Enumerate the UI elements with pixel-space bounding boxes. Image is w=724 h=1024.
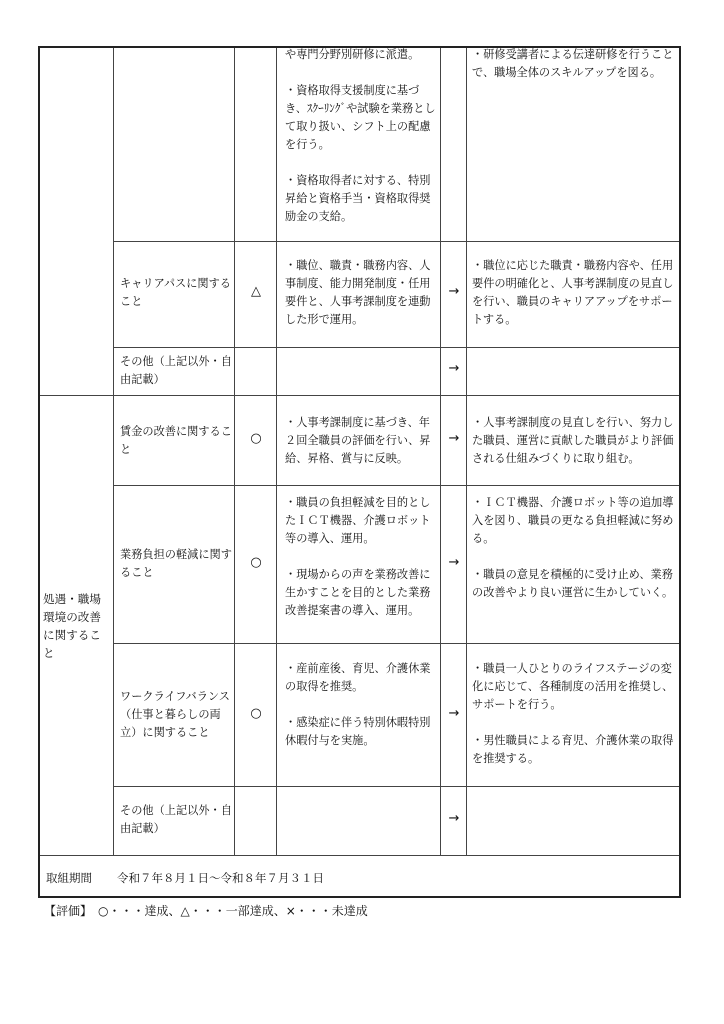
- arrow-icon: →: [448, 284, 460, 299]
- arrow-icon: →: [448, 706, 460, 721]
- item-label: ワークライフバランス（仕事と暮らしの両立）に関すること: [120, 690, 230, 739]
- item-label: キャリアパスに関すること: [120, 277, 231, 308]
- evaluation-mark: △: [251, 284, 261, 299]
- action-text: [285, 660, 437, 750]
- item-label: 賃金の改善に関すること: [120, 425, 232, 456]
- evaluation-legend: 【評価】 ○・・・達成、△・・・一部達成、×・・・未達成: [44, 904, 368, 918]
- arrow-icon: →: [448, 431, 460, 446]
- plan-paragraph: ・男性職員による育児、介護休業の取得を推奨する。: [472, 734, 674, 765]
- action-paragraph: ・資格取得支援制度に基づき、ｽｸｰﾘﾝｸﾞや試験を業務として取り扱い、シフト上の配慮を行う。: [285, 84, 436, 151]
- evaluation-mark: ○: [250, 706, 262, 721]
- row-divider: [113, 643, 679, 644]
- plan-paragraph: ・職位に応じた職責・職務内容や、任用要件の明確化と、人事考課制度の見直しを行い、職員のキャリアアップをサポートする。: [472, 259, 674, 326]
- action-paragraph: や専門分野別研修に派遣。: [285, 48, 420, 61]
- action-text: [285, 494, 437, 620]
- action-text: [285, 257, 437, 329]
- action-text: [285, 46, 437, 226]
- action-paragraph: ・産前産後、育児、介護休業の取得を推奨。: [285, 662, 431, 693]
- period-value: 令和７年８月１日～令和８年７月３１日: [117, 871, 324, 885]
- plan-text: [472, 414, 676, 468]
- plan-text: [472, 257, 676, 329]
- item-label: その他（上記以外・自由記載）: [120, 804, 232, 835]
- arrow-icon: →: [448, 811, 460, 826]
- period-divider: [40, 855, 679, 856]
- row-divider: [113, 241, 679, 242]
- evaluation-mark: ○: [250, 555, 262, 570]
- action-paragraph: ・現場からの声を業務改善に生かすことを目的とした業務改善提案書の導入、運用。: [285, 568, 431, 617]
- item-label: その他（上記以外・自由記載）: [120, 355, 232, 386]
- column-divider: [276, 48, 277, 855]
- action-paragraph: ・感染症に伴う特別休暇特別休暇付与を実施。: [285, 716, 431, 747]
- evaluation-form: [38, 46, 681, 898]
- item-label: 業務負担の軽減に関すること: [120, 548, 232, 579]
- section-divider: [40, 395, 679, 396]
- row-divider: [113, 347, 679, 348]
- action-paragraph: ・職員の負担軽減を目的としたＩＣＴ機器、介護ロボット等の導入、運用。: [285, 496, 431, 545]
- action-paragraph: ・職位、職責・職務内容、人事制度、能力開発制度・任用要件と、人事考課制度を連動した形で運用。: [285, 259, 431, 326]
- arrow-icon: →: [448, 555, 460, 570]
- period-label: 取組期間: [46, 871, 92, 885]
- action-paragraph: ・人事考課制度に基づき、年２回全職員の評価を行い、昇給、昇格、賞与に反映。: [285, 416, 431, 465]
- plan-paragraph: ・職員の意見を積極的に受け止め、業務の改善やより良い運営に生かしていく。: [472, 568, 674, 599]
- column-divider: [113, 48, 114, 855]
- plan-text: [472, 46, 676, 82]
- arrow-icon: →: [448, 361, 460, 376]
- evaluation-mark: ○: [250, 431, 262, 446]
- row-divider: [113, 485, 679, 486]
- plan-text: [472, 660, 676, 768]
- column-divider: [440, 48, 441, 855]
- column-divider: [234, 48, 235, 855]
- plan-paragraph: ・研修受講者による伝達研修を行うことで、職場全体のスキルアップを図る。: [472, 48, 674, 79]
- plan-paragraph: ・職員一人ひとりのライフステージの変化に応じて、各種制度の活用を推奨し、サポートを行う。: [472, 662, 674, 711]
- column-divider: [466, 48, 467, 855]
- action-text: [285, 414, 437, 468]
- plan-paragraph: ・人事考課制度の見直しを行い、努力した職員、運営に貢献した職員がより評価される仕組みづくりに取り組む。: [472, 416, 674, 465]
- category-label: 処遇・職場環境の改善に関すること: [43, 592, 101, 660]
- row-divider: [113, 786, 679, 787]
- plan-text: [472, 494, 676, 602]
- plan-paragraph: ・ＩＣＴ機器、介護ロボット等の追加導入を図り、職員の更なる負担軽減に努める。: [472, 496, 674, 545]
- action-paragraph: ・資格取得者に対する、特別昇給と資格手当・資格取得奨励金の支給。: [285, 174, 431, 223]
